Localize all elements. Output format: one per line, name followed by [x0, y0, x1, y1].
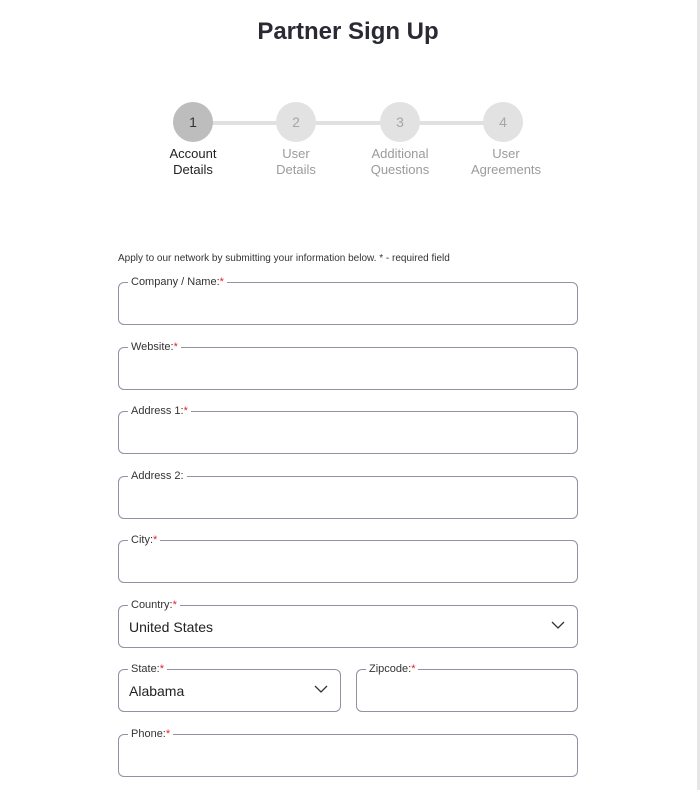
zipcode-label: Zipcode:*: [366, 662, 418, 676]
chevron-down-icon[interactable]: [551, 620, 565, 630]
state-value: Alabama: [129, 683, 185, 699]
step-1-circle[interactable]: 1: [173, 102, 213, 142]
required-mark: *: [165, 728, 171, 740]
required-mark: *: [159, 663, 165, 675]
step-2-label-line2: Details: [276, 162, 316, 177]
step-connector: [211, 121, 278, 125]
step-3-label-line1: Additional: [371, 146, 429, 161]
step-1-label-line2: Details: [173, 162, 213, 177]
step-4-circle[interactable]: 4: [483, 102, 523, 142]
company-name-input[interactable]: [118, 276, 578, 325]
step-3-label: [345, 146, 455, 178]
website-label: Website:*: [128, 340, 181, 354]
website-input[interactable]: [118, 341, 578, 390]
address-2-label: Address 2:: [128, 469, 187, 483]
step-4-label-line2: Agreements: [470, 162, 542, 177]
step-2-circle[interactable]: 2: [276, 102, 316, 142]
required-mark: *: [219, 276, 224, 288]
company-name-label: Company / Name:*: [128, 275, 227, 289]
step-1-label: [138, 146, 248, 178]
progress-stepper: [0, 102, 700, 192]
zipcode-input[interactable]: [356, 663, 578, 712]
required-mark: *: [153, 534, 158, 546]
required-mark: *: [183, 405, 188, 417]
phone-label: Phone:*: [128, 727, 173, 741]
page-title: Partner Sign Up: [257, 18, 439, 45]
step-2-label-line1: User: [282, 146, 310, 161]
step-connector: [314, 121, 382, 125]
step-3-label-line2: Questions: [370, 162, 430, 177]
step-4-label-line1: User: [492, 146, 520, 161]
phone-input[interactable]: [118, 728, 578, 777]
state-select[interactable]: [118, 663, 341, 712]
step-4-label: [451, 146, 561, 178]
step-2-label: [241, 146, 351, 178]
country-value: United States: [129, 619, 214, 635]
required-mark: *: [411, 663, 416, 675]
address-2-input[interactable]: [118, 470, 578, 519]
state-label: State:*: [128, 662, 167, 676]
form-intro-text: Apply to our network by submitting your information below. * - required field: [118, 253, 450, 264]
country-label: Country:*: [128, 598, 180, 612]
step-connector: [418, 121, 486, 125]
country-select[interactable]: [118, 599, 578, 648]
city-input[interactable]: [118, 534, 578, 583]
step-3-circle[interactable]: 3: [380, 102, 420, 142]
city-label: City:*: [128, 533, 160, 547]
address-1-input[interactable]: [118, 405, 578, 454]
required-mark: *: [173, 341, 178, 353]
step-1-label-line1: Account: [169, 146, 217, 161]
address-1-label: Address 1:*: [128, 404, 191, 418]
chevron-down-icon[interactable]: [314, 684, 328, 694]
required-mark: *: [172, 599, 177, 611]
